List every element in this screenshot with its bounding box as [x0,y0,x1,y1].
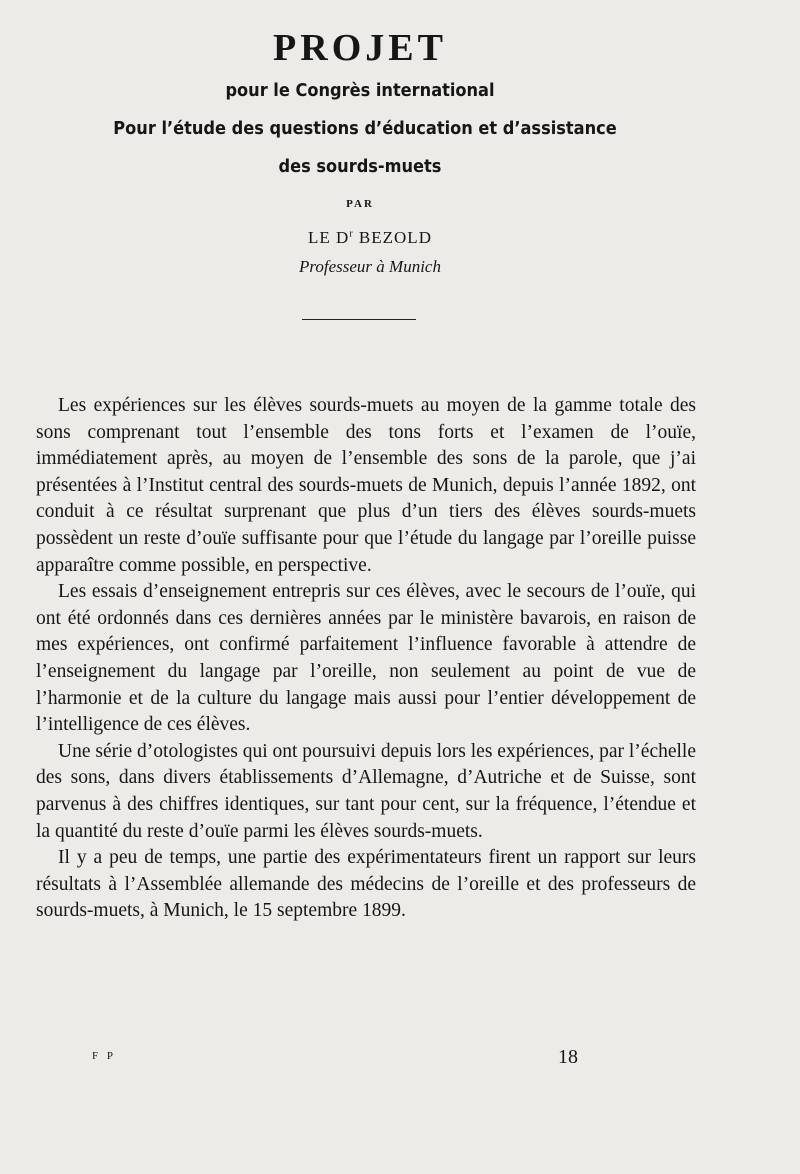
page-number: 18 [558,1046,578,1068]
subtitle-line-3: des sourds-muets [278,156,442,177]
subtitle-line-1: pour le Congrès international [225,80,495,101]
paragraph-3: Une série d’otologistes qui ont poursuivi depuis lors les expériences, par l’échelle des sons, dans divers établissements d’Allemagne, d’Autriche et de Suisse, sont parvenus à des chiffres identiques, sur tant pour cent, sur la fréquence, l’étendue et la quantité du reste d’ouïe parmi les élèves sourds-muets. [36,740,696,842]
section-divider [302,319,416,320]
par-label: PAR [346,198,374,210]
body-text [36,393,696,925]
paragraph-2: Les essais d’enseignement entrepris sur ces élèves, avec le secours de l’ouïe, qui ont été ordonnés dans ces dernières années par le ministère bavarois, en raison de mes expériences, ont confirmé parfaitement l’influence favorable à attendre de l’enseignement du langage par l’oreille, non seulement au point de vue de l’harmonie et de la culture du langage mais aussi pour l’entier développement de l’intelligence de ces élèves. [36,581,696,736]
printer-signature: F P [92,1050,116,1062]
author-line [0,228,740,248]
author-title-sup: r [349,228,354,240]
author-name: BEZOLD [358,228,432,247]
author-role: Professeur à Munich [299,257,441,276]
subtitle-line-2: Pour l’étude des questions d’éducation et d’assistance [113,118,617,139]
author-prefix: LE D [308,228,350,247]
page-title: PROJET [273,27,447,69]
paragraph-4: Il y a peu de temps, une partie des expérimentateurs firent un rapport sur leurs résultats à l’Assemblée allemande des médecins de l’oreille et des professeurs de sourds-muets, à Munich, le 15 septembre 1899. [36,847,696,922]
paragraph-1: Les expériences sur les élèves sourds-muets au moyen de la gamme totale des sons comprenant tout l’ensemble des tons forts et l’examen de l’ouïe, immédiatement après, au moyen de l’ensemble des sons de la parole, que j’ai présentées à l’Institut central des sourds-muets de Munich, depuis l’année 1892, ont conduit à ce résultat surprenant que plus d’un tiers des élèves sourds-muets possèdent un reste d’ouïe suffisante pour que l’étude du langage par l’oreille puisse apparaître comme possible, en perspective. [36,395,696,576]
